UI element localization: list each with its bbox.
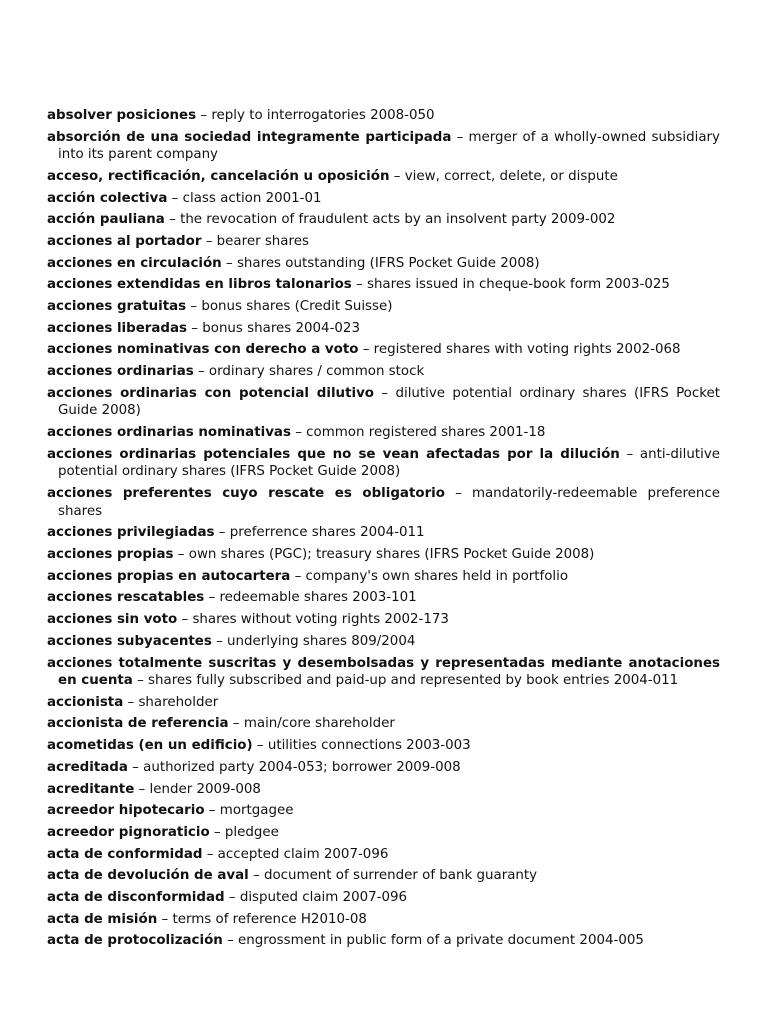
- entry-definition: bearer shares: [216, 234, 309, 250]
- entry-definition: anti-dilutive potential ordinary shares (IFRS Pocket Guide 2008): [58, 446, 720, 480]
- glossary-entry: acreditada – authorized party 2004-053; borrower 2009-008: [47, 759, 461, 775]
- entry-term: acciones sin voto: [47, 612, 178, 628]
- entry-definition: dilutive potential ordinary shares (IFRS Pocket Guide 2008): [58, 385, 720, 419]
- glossary-entry: acciones preferentes cuyo rescate es obligatorio – mandatorily-redeemable preference shares: [47, 486, 720, 519]
- glossary-entry: acción colectiva – class action 2001-01: [47, 190, 322, 206]
- entry-term: acciones totalmente suscritas y desembolsadas y representadas mediante anotaciones en cuenta: [47, 655, 720, 689]
- glossary-entry: acometidas (en un edificio) – utilities connections 2003-003: [47, 738, 471, 754]
- entry-definition: ordinary shares / common stock: [208, 364, 425, 380]
- entry-definition: disputed claim 2007-096: [239, 889, 408, 905]
- glossary-entry: acreedor hipotecario – mortgagee: [47, 803, 294, 819]
- glossary-entry: acceso, rectificación, cancelación u oposición – view, correct, delete, or dispute: [47, 168, 618, 184]
- glossary-entry: acciones privilegiadas – preferrence shares 2004-011: [47, 525, 425, 541]
- entry-term: acciones ordinarias potenciales que no se vean afectadas por la dilución: [47, 446, 620, 462]
- entry-definition: bonus shares (Credit Suisse): [201, 299, 393, 315]
- entry-definition: mandatorily-redeemable preference shares: [58, 486, 720, 519]
- glossary-entry: acciones propias – own shares (PGC); treasury shares (IFRS Pocket Guide 2008): [47, 547, 595, 563]
- glossary-entry: acta de misión – terms of reference H2010-08: [47, 911, 367, 927]
- entry-definition: preferrence shares 2004-011: [229, 525, 425, 541]
- entry-term: acometidas (en un edificio): [47, 738, 253, 754]
- glossary-entry: acta de devolución de aval – document of surrender of bank guaranty: [47, 868, 538, 884]
- entry-term: acciones ordinarias nominativas: [47, 425, 291, 441]
- entry-definition: engrossment in public form of a private document 2004-005: [238, 933, 644, 949]
- entry-term: acciones ordinarias con potencial dilutivo: [47, 385, 375, 401]
- glossary-entry: acciones liberadas – bonus shares 2004-023: [47, 320, 360, 336]
- glossary-entry: acreditante – lender 2009-008: [47, 781, 261, 797]
- entry-definition: shares fully subscribed and paid-up and represented by book entries 2004-011: [148, 673, 679, 689]
- entry-definition: pledgee: [224, 824, 279, 840]
- entry-term: acceso, rectificación, cancelación u oposición: [47, 168, 390, 184]
- entry-term: acta de devolución de aval: [47, 868, 249, 884]
- entry-definition: reply to interrogatories 2008-050: [211, 108, 435, 123]
- entry-definition: redeemable shares 2003-101: [219, 590, 417, 606]
- glossary-entry: absolver posiciones – reply to interrogatories 2008-050: [47, 108, 435, 123]
- entry-definition: document of surrender of bank guaranty: [263, 868, 538, 884]
- entry-term: acciones al portador: [47, 234, 202, 250]
- entry-definition: main/core shareholder: [243, 716, 395, 732]
- entry-definition: accepted claim 2007-096: [217, 846, 389, 862]
- glossary-entry: acciones en circulación – shares outstanding (IFRS Pocket Guide 2008): [47, 255, 540, 271]
- glossary-entry: accionista de referencia – main/core shareholder: [47, 716, 395, 732]
- entry-term: acreedor pignoraticio: [47, 824, 210, 840]
- entry-definition: class action 2001-01: [182, 190, 322, 206]
- entry-term: acta de protocolización: [47, 933, 223, 949]
- entry-definition: shares outstanding (IFRS Pocket Guide 2008): [236, 255, 540, 271]
- glossary-entry: acciones nominativas con derecho a voto – registered shares with voting rights 2002-068: [47, 342, 681, 358]
- glossary-entry: acta de protocolización – engrossment in public form of a private document 2004-005: [47, 933, 644, 949]
- entry-term: acta de conformidad: [47, 846, 203, 862]
- entry-term: acreditada: [47, 759, 128, 775]
- entry-term: accionista: [47, 694, 124, 710]
- entry-term: acreditante: [47, 781, 135, 797]
- glossary-entry: acciones subyacentes – underlying shares 809/2004: [47, 633, 416, 649]
- entry-definition: shares without voting rights 2002-173: [192, 612, 449, 628]
- entry-term: acciones en circulación: [47, 255, 222, 271]
- glossary-entry: acciones rescatables – redeemable shares 2003-101: [47, 590, 417, 606]
- glossary-entry: acciones ordinarias con potencial dilutivo – dilutive potential ordinary shares (IFRS Pocket Guide 2008): [47, 385, 720, 419]
- glossary-entry: absorción de una sociedad integramente participada – merger of a wholly-owned subsidiary into its parent company: [47, 129, 720, 163]
- entry-definition: own shares (PGC); treasury shares (IFRS Pocket Guide 2008): [188, 547, 595, 563]
- entry-term: acciones ordinarias: [47, 364, 194, 380]
- entry-definition: view, correct, delete, or dispute: [404, 168, 618, 184]
- entry-term: acciones gratuitas: [47, 299, 187, 315]
- entry-term: acciones rescatables: [47, 590, 205, 606]
- entry-term: absorción de una sociedad integramente participada: [47, 129, 452, 145]
- entry-definition: bonus shares 2004-023: [202, 320, 360, 336]
- entry-definition: company's own shares held in portfolio: [305, 568, 569, 584]
- glossary-entry: acciones propias en autocartera – company's own shares held in portfolio: [47, 568, 569, 584]
- entry-term: acciones liberadas: [47, 320, 188, 336]
- glossary-entry: acta de disconformidad – disputed claim 2007-096: [47, 889, 408, 905]
- entry-definition: authorized party 2004-053; borrower 2009-008: [143, 759, 461, 775]
- entry-term: acciones preferentes cuyo rescate es obligatorio: [47, 486, 445, 502]
- glossary-entry: acción pauliana – the revocation of fraudulent acts by an insolvent party 2009-002: [47, 212, 616, 228]
- entry-term: acciones propias: [47, 547, 174, 563]
- entry-definition: the revocation of fraudulent acts by an insolvent party 2009-002: [180, 212, 616, 228]
- glossary-entry: acciones ordinarias potenciales que no se vean afectadas por la dilución – anti-dilutive potential ordinary shares (IFRS Pocket Guide 2008): [47, 446, 720, 480]
- entry-term: acciones propias en autocartera: [47, 568, 291, 584]
- entry-definition: shareholder: [138, 694, 219, 710]
- glossary-entry: acciones ordinarias nominativas – common registered shares 2001-18: [47, 425, 546, 441]
- entry-definition: underlying shares 809/2004: [227, 633, 416, 649]
- entry-definition: mortgagee: [219, 803, 294, 819]
- entry-definition: shares issued in cheque-book form 2003-025: [366, 277, 670, 293]
- entry-definition: terms of reference H2010-08: [172, 911, 367, 927]
- entry-term: acciones subyacentes: [47, 633, 212, 649]
- entry-term: acción colectiva: [47, 190, 168, 206]
- glossary-entry: acciones extendidas en libros talonarios – shares issued in cheque-book form 2003-025: [47, 277, 670, 293]
- glossary-entry: acciones sin voto – shares without voting rights 2002-173: [47, 612, 449, 628]
- entry-term: acciones nominativas con derecho a voto: [47, 342, 359, 358]
- glossary-entry: acciones gratuitas – bonus shares (Credit Suisse): [47, 299, 393, 315]
- entry-term: absolver posiciones: [47, 108, 197, 123]
- entry-term: acta de misión: [47, 911, 158, 927]
- entry-term: acciones privilegiadas: [47, 525, 215, 541]
- glossary-entry: accionista – shareholder: [47, 694, 219, 710]
- entry-definition: lender 2009-008: [149, 781, 261, 797]
- entry-definition: common registered shares 2001-18: [306, 425, 546, 441]
- glossary-entry: acciones ordinarias – ordinary shares / common stock: [47, 364, 425, 380]
- entry-term: acciones extendidas en libros talonarios: [47, 277, 352, 293]
- glossary-page: [47, 107, 720, 954]
- entry-term: acta de disconformidad: [47, 889, 225, 905]
- entry-term: acreedor hipotecario: [47, 803, 205, 819]
- entry-term: acción pauliana: [47, 212, 165, 228]
- entry-definition: utilities connections 2003-003: [267, 738, 471, 754]
- glossary-entry: acciones al portador – bearer shares: [47, 234, 309, 250]
- entry-term: accionista de referencia: [47, 716, 229, 732]
- glossary-entry: acreedor pignoraticio – pledgee: [47, 824, 279, 840]
- glossary-entry: acta de conformidad – accepted claim 2007-096: [47, 846, 389, 862]
- glossary-entry: acciones totalmente suscritas y desembolsadas y representadas mediante anotaciones en cuenta – shares fully subscribed and paid-up and represented by book entries 2004-011: [47, 655, 720, 689]
- entry-definition: merger of a wholly-owned subsidiary into its parent company: [58, 129, 720, 163]
- entry-definition: registered shares with voting rights 2002-068: [373, 342, 681, 358]
